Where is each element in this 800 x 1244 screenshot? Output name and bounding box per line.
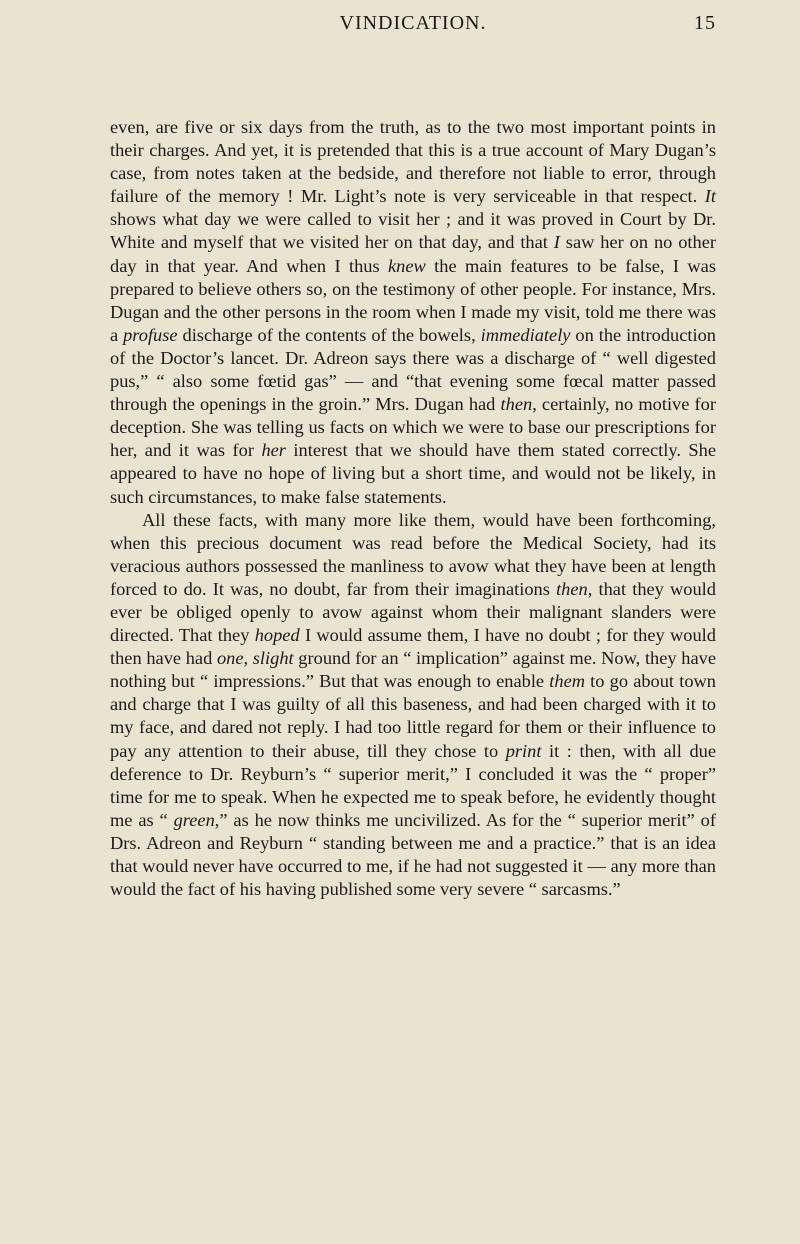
- text-run: I would assume them, I have no doubt ; for they would then have had: [110, 625, 716, 669]
- italic-text: then: [556, 578, 588, 599]
- text-run: it : then, with all due deference to Dr. Reyburn’s “ superior merit,” I concluded it was the “ proper” time for me to speak. When he expected me to speak before, he evidently thought me as “: [110, 740, 716, 830]
- italic-text: print: [505, 740, 542, 761]
- running-title: VINDICATION.: [339, 12, 487, 34]
- text-run: ground for an “ implication” against me. Now, they have nothing but “ impressions.” But that was enough to enable: [110, 648, 716, 692]
- page-number: 15: [694, 12, 716, 34]
- paragraph: [110, 116, 716, 509]
- italic-text: It: [704, 186, 716, 207]
- text-run: , that they would ever be obliged openly to avow against whom their malignant slanders were directed. That they: [110, 578, 716, 646]
- text-run: shows what day we were called to visit her ; and it was proved in Court by Dr. White and myself that we visited her on that day, and that: [110, 209, 716, 253]
- italic-text: knew: [388, 255, 426, 276]
- italic-text: I: [553, 232, 560, 253]
- italic-text: immediately: [480, 324, 571, 345]
- italic-text: profuse: [123, 324, 178, 345]
- italic-text: then: [500, 394, 533, 415]
- text-run: the main features to be false, I was prepared to believe others so, on the testimony of other people. For instance, Mrs. Dugan and the other persons in the room when I made my visit, told me there was a: [110, 255, 716, 345]
- italic-text: one, slight: [216, 648, 294, 669]
- text-run: even, are five or six days from the truth, as to the two most important points in their charges. And yet, it is pretended that this is a true account of Mary Dugan’s case, from notes taken at the bedside, and therefore not liable to error, through failure of the memory ! Mr. Light’s note is very serviceable in that respect.: [110, 117, 716, 207]
- text-run: ,” as he now thinks me uncivilized. As for the “ superior merit” of Drs. Adreon and Reyburn “ standing between me and a practice.” that is an idea that would never have occurred to me, if he had not suggested it — any more than would the fact of his having published some very severe “ sarcasms.”: [110, 809, 717, 900]
- text-run: on the introduction of the Doctor’s lancet. Dr. Adreon says there was a discharge of “ well digested pus,” “ also some fœtid gas” — and “that evening some fœcal matter passed through the openings in the groin.” Mrs. Dugan had: [110, 324, 716, 415]
- text-run: saw her on no other day in that year. And when I thus: [110, 232, 717, 276]
- text-run: discharge of the contents of the bowels,: [177, 324, 481, 345]
- text-run: All these facts, with many more like them, would have been forthcoming, when this precious document was read before the Medical Society, had its veracious authors possessed the manliness to avow what they have been at length forced to do. It was, no doubt, far from their imaginations: [110, 509, 716, 599]
- text-run: , certainly, no motive for deception. She was telling us facts on which we were to base our prescriptions for her, and it was for: [110, 394, 716, 461]
- italic-text: hoped: [254, 625, 300, 646]
- italic-text: her: [261, 440, 286, 461]
- paragraph: [110, 509, 716, 902]
- text-run: to go about town and charge that I was guilty of all this baseness, and had been charged with it to my face, and dared not reply. I had too little regard for them or their influence to pay any attention to their abuse, till they chose to: [110, 671, 716, 761]
- text-run: interest that we should have them stated correctly. She appeared to have no hope of living but a short time, and would not be likely, in such circumstances, to make false statements.: [110, 440, 716, 507]
- body-text: [110, 116, 716, 901]
- italic-text: them: [549, 671, 586, 692]
- italic-text: green: [173, 809, 215, 830]
- running-head: [110, 8, 716, 42]
